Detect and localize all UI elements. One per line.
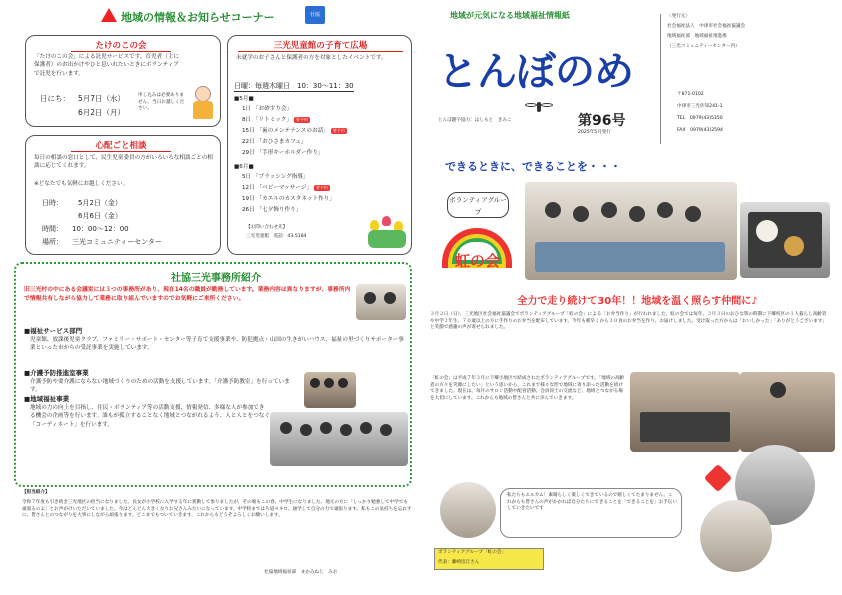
publisher-org2: 地域福祉部 地域福祉推進係 xyxy=(667,34,727,39)
left-header-title: 地域の情報＆お知らせコーナー xyxy=(121,11,275,24)
representative-caption: ボランティアグループ「虹の会」 代表：藤崎房江さん xyxy=(434,548,544,570)
feature-paragraph-1: ３月２日（日）、三光地区社会福祉協議会でボランティアグループ「虹の会」による「お弁当作り」が行われました。虹の会では毎年、３月３日のおひな祭の時期に下郷校区の１人暮らし高齢者や中学３年生、７０歳以上の方に手作りのお弁当を配布しています。今年も朝早くから３０食のお弁当を作り、お届けしました。受け取った方からは「おいしかった」「ありがとうございます」と笑顔で感謝の声が寄せられました。 xyxy=(430,312,827,331)
office-sec3-title: ■地域福祉事業 xyxy=(24,395,70,403)
bamboo-note: 申し込みは必要ありません。当日お越しください。 xyxy=(138,93,185,112)
consult-day1: 5月2日（金） xyxy=(78,199,122,207)
bamboo-date1: 5月7日（水） xyxy=(78,94,126,103)
consult-time: 10：00～12：00 xyxy=(72,225,129,233)
dragonfly-icon xyxy=(525,100,555,114)
consult-body: 毎日の相談の窓口として、民生児童委員の方がいろいろな相談ごとの相談に応じてくれます。 xyxy=(34,155,213,170)
masthead-title: とんぼのめ xyxy=(438,49,633,95)
plaza-contact-label: 【お問い合わせ先】 xyxy=(246,225,288,230)
bamboo-title: たけのこの会 xyxy=(71,39,171,52)
office-section xyxy=(14,262,412,487)
volunteers-group-photo xyxy=(525,182,737,280)
bento-photo xyxy=(740,202,830,278)
feature-paragraph-2: 「虹の会」は平成７年３月に下郷小地区で結成されたボランティアグループです。「地域の高齢者の方々を笑顔にしたい」という思いから、これまで様々な形で地域に寄り添った活動を続けてきました。現在は、毎月のサロン活動や配食活動、会員同士の交流など、地域とつながる場を大切にしています。これからも地域の皆さんと共に歩んでいきます。 xyxy=(430,376,625,401)
publisher-box xyxy=(660,14,835,144)
plaza-june-item: 5日 「ブラッシング指導」 xyxy=(242,174,309,180)
consult-note: ※どなたでも気軽にお越しください。 xyxy=(34,181,129,187)
consult-place: 三光コミュニティーセンター xyxy=(72,238,162,246)
masthead-credit: とんぼ題字協力：はしもと きみこ xyxy=(438,118,512,123)
issue-date: 2025年5月発行 xyxy=(578,130,611,135)
office-staff-photo-2 xyxy=(304,372,356,408)
office-sec1-title: ■福祉サービス部門 xyxy=(24,327,83,335)
volunteer-portrait-circle-2 xyxy=(700,500,772,572)
bamboo-date-label: 日にち： xyxy=(40,94,70,103)
publisher-label: 〈発行元〉 xyxy=(667,14,690,19)
masthead-tagline: 地域が元気になる地域福祉情報紙 xyxy=(450,11,570,20)
character-illustration xyxy=(190,86,216,122)
shakyo-badge: 社協 xyxy=(305,6,325,24)
feature-headline: 全力で走り続けて30年！！地域を温く照らす仲間に♪ xyxy=(517,296,758,307)
office-title: 社協三光事務所紹介 xyxy=(171,273,261,284)
consult-place-label: 場所： xyxy=(42,238,63,246)
quote-text: 私たちもエルカム！素晴らしく楽しくできているので嬉しくてたまりません。これからも皆さんの声がかかれば自分たちにできることを「できることを」お手伝いしていきたいです xyxy=(507,493,677,512)
plaza-intro: 未就学のお子さんと保護者の方を対象としたイベントです。 xyxy=(236,55,387,61)
office-sec2-title: ■介護予防推進室事業 xyxy=(24,369,89,377)
greeting-section xyxy=(14,490,412,586)
logo-triangle-icon xyxy=(101,8,117,22)
consult-day2: 6月6日（金） xyxy=(78,212,122,220)
publisher-org3: （三光コミュニティーセンター内） xyxy=(667,44,740,49)
group-name: 虹の会 xyxy=(455,252,501,270)
plaza-title: 三光児童館の子育て広場 xyxy=(238,39,403,52)
plaza-may-item: 1日 「お砂すり会」 xyxy=(242,106,293,112)
consult-day-label: 日時： xyxy=(42,199,63,207)
heart-icon xyxy=(704,464,732,492)
group-badge: ボランティアグループ xyxy=(447,192,509,218)
cooking-photo-1 xyxy=(630,372,740,452)
plaza-june-label: ■6月■ xyxy=(234,164,254,170)
greeting-sign: 社協地域福祉部 まかみねじ みお xyxy=(264,570,338,575)
quote-bubble xyxy=(500,488,682,538)
plaza-june-item: 19日 「カエルのカスタネット作り」 xyxy=(242,196,335,202)
publisher-fax: FAX 0979(43)2594 xyxy=(677,128,723,133)
office-staff-photo-1 xyxy=(356,284,406,320)
plaza-may-item: 8日 「リトミック」 要予約 xyxy=(242,117,308,123)
plaza-june-item: 26日 「七夕飾り作り」 xyxy=(242,207,302,213)
publisher-org1: 社会福祉法人 中津市社会福祉協議会 xyxy=(667,24,746,29)
bamboo-body: 「たけのこの会」による託児サービスです。育児者（主に保護者）のお出かけやひと息いれたいときにボランティアで託児を行います。 xyxy=(34,54,179,77)
office-intro: 旧三光村の中にある会議室には３つの事務所があり、現在14名の職員が勤務しています。業務内容は異なりますが、事務所内で情報共有しながら協力して業務に取り組んでいますのでお気軽にご来所ください。 xyxy=(24,287,351,302)
plaza-schedule: 日曜：毎週木曜日 10：30～11：30 xyxy=(234,82,354,90)
plaza-june-item: 12日 「ベビーマッサージ」 要予約 xyxy=(242,185,328,191)
consult-title: 心配ごと相談 xyxy=(71,139,171,152)
office-staff-photo-3 xyxy=(270,412,408,466)
office-sec3-body: 地域の力の向上を目指し、住民・ボランティア等の活動支援、情報発信、多様な人が参加できる機会の企画等を行います。誰もが孤立することなく地域とつながれるよう、人と人とをつなぐ「コーディネート」を行います。 xyxy=(30,405,270,428)
left-header xyxy=(95,6,335,28)
tulips-illustration xyxy=(368,216,408,250)
bamboo-date2: 6月2日（月） xyxy=(78,108,126,117)
issue-number: 第96号 xyxy=(578,113,626,129)
plaza-may-label: ■5月■ xyxy=(234,96,254,102)
office-sec2-body: 介護予防や要介護にならない地域づくりのための活動を支援しています。「介護予防教室」を行っています。 xyxy=(30,379,290,394)
office-sec1-body: 児童館、放課後児童クラブ、ファミリー・サポート・センター等子育て支援事業や、防犯拠点・山国の生きがいハウス、福祉の里づくりサポーター事業といった市からの受託事業を実施しています。 xyxy=(30,337,404,352)
publisher-addr: 中津市三光佐知241-1 xyxy=(677,104,723,109)
consult-box xyxy=(25,135,221,255)
plaza-contact: 三光児童館 電話：43-5184 xyxy=(246,234,307,239)
representative-portrait xyxy=(440,482,496,538)
plaza-may-item: 15日 「歯のメンテナンスのお話」 要予約 xyxy=(242,128,345,134)
plaza-may-item: 22日 「おひさまカフェ」 xyxy=(242,139,307,145)
greeting-label: 【担当紹介】 xyxy=(22,490,50,495)
plaza-may-item: 29日 「手形キーホルダー作り」 xyxy=(242,150,324,156)
greeting-body: 令和７年度も引き続き三光地区の担当になりました。長女が小学校に入学する年に異動して参りましたが、その娘もこの春、中学生になりました。地元の方に「しっかり勉強して中学でも頑張るのよ」とお声がけいただいていました。今はどんどん大きくなりお兄さんみたいになっています。中学校までは片道４キロ、通学して自分の力で頑張ります。私もこの気持ちを忘れずに、皆さんとのつながりを大事にしながら頑張ります。どこまでもついていきます。これからもどうぞよろしくお願いします。 xyxy=(22,500,412,519)
bamboo-box xyxy=(25,35,221,127)
publisher-zip: 〒871-0102 xyxy=(677,92,704,97)
cooking-photo-2 xyxy=(740,372,835,452)
consult-time-label: 時間： xyxy=(42,225,63,233)
publisher-tel: TEL 0979(43)5350 xyxy=(677,116,723,121)
feature-banner: できるときに、できることを・・・ xyxy=(445,160,621,173)
plaza-box xyxy=(227,35,412,255)
